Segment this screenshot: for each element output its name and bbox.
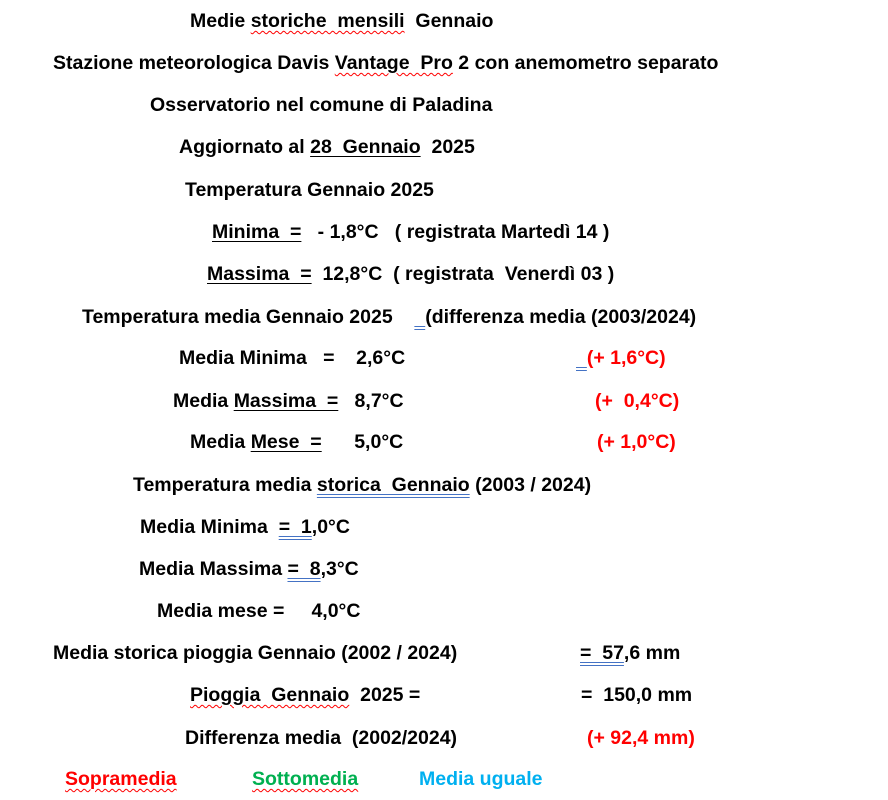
current-max-value: 8,7°C [338, 390, 404, 412]
minimum-line [212, 220, 609, 244]
station-model: Vantage Pro [334, 52, 453, 74]
current-max-label: Massima = [233, 390, 339, 412]
current-max-prefix: Media [173, 390, 234, 412]
rain-historical-value [580, 641, 680, 665]
rain-difference-label: Differenza media (2002/2024) [185, 727, 458, 749]
current-month-label: Mese = [250, 431, 322, 453]
historical-max-line [139, 557, 359, 581]
rain-historical-label: Media storica pioggia Gennaio (2002 / 2024) [53, 642, 458, 664]
historical-month-line: Media mese = 4,0°C [157, 600, 361, 622]
current-month-line [190, 430, 403, 454]
maximum-label: Massima = [207, 263, 312, 285]
title-prefix: Medie [190, 10, 251, 32]
mean-title-diff: (differenza media (2003/2024) [425, 306, 697, 328]
title-underlined: storiche mensili [250, 10, 405, 32]
historical-title-underlined: storica Gennaio [316, 474, 470, 496]
legend-below-average: Sottomedia [252, 768, 359, 790]
temperature-title: Temperatura Gennaio 2025 [185, 179, 434, 201]
updated-prefix: Aggiornato al [179, 136, 311, 158]
historical-max-label: Media Massima [139, 558, 288, 580]
station-line [53, 51, 718, 75]
title-line [190, 9, 493, 33]
legend-equal-average: Media uguale [419, 768, 543, 790]
current-month-diff: (+ 1,0°C) [597, 431, 676, 453]
rain-current-value: = 150,0 mm [581, 684, 693, 706]
minimum-label: Minima = [212, 221, 302, 243]
current-min-line: Media Minima = 2,6°C [179, 347, 406, 369]
current-min-diff [576, 346, 666, 370]
rain-difference-value: (+ 92,4 mm) [587, 727, 695, 749]
historical-min-line [140, 515, 350, 539]
updated-year: 2025 [420, 136, 475, 158]
historical-min-label: Media Minima [140, 516, 279, 538]
minimum-value: - 1,8°C ( registrata Martedì 14 ) [301, 221, 610, 243]
legend-above-average: Sopramedia [65, 768, 177, 790]
historical-title [133, 473, 591, 497]
station-suffix: 2 con anemometro separato [452, 52, 719, 74]
historical-min-underlined: = 1 [278, 516, 312, 538]
station-prefix: Stazione meteorologica Davis [53, 52, 335, 74]
historical-max-value: ,3°C [320, 558, 359, 580]
mean-title-text: Temperatura media Gennaio 2025 [82, 306, 415, 328]
rain-historical-amount: ,6 mm [623, 642, 681, 664]
rain-current-year: 2025 = [349, 684, 421, 706]
title-month: Gennaio [404, 10, 494, 32]
historical-title-period: (2003 / 2024) [469, 474, 592, 496]
mean-title-gap [414, 306, 425, 328]
rain-historical-underlined: = 57 [580, 642, 624, 664]
mean-title [82, 305, 696, 329]
maximum-line [207, 262, 614, 286]
current-min-diff-value: (+ 1,6°C) [586, 347, 666, 369]
updated-date: 28 Gennaio [310, 136, 421, 158]
current-max-diff: (+ 0,4°C) [595, 390, 680, 412]
observatory-line: Osservatorio nel comune di Paladina [150, 94, 493, 116]
current-month-prefix: Media [190, 431, 251, 453]
rain-current-label [190, 683, 420, 707]
current-month-value: 5,0°C [321, 431, 404, 453]
rain-current-underlined: Pioggia Gennaio [190, 684, 350, 706]
updated-line [179, 135, 475, 159]
historical-min-value: ,0°C [311, 516, 350, 538]
current-max-line [173, 389, 404, 413]
current-min-diff-gap [576, 347, 587, 369]
historical-max-underlined: = 8 [287, 558, 321, 580]
historical-title-prefix: Temperatura media [133, 474, 317, 496]
maximum-value: 12,8°C ( registrata Venerdì 03 ) [311, 263, 615, 285]
